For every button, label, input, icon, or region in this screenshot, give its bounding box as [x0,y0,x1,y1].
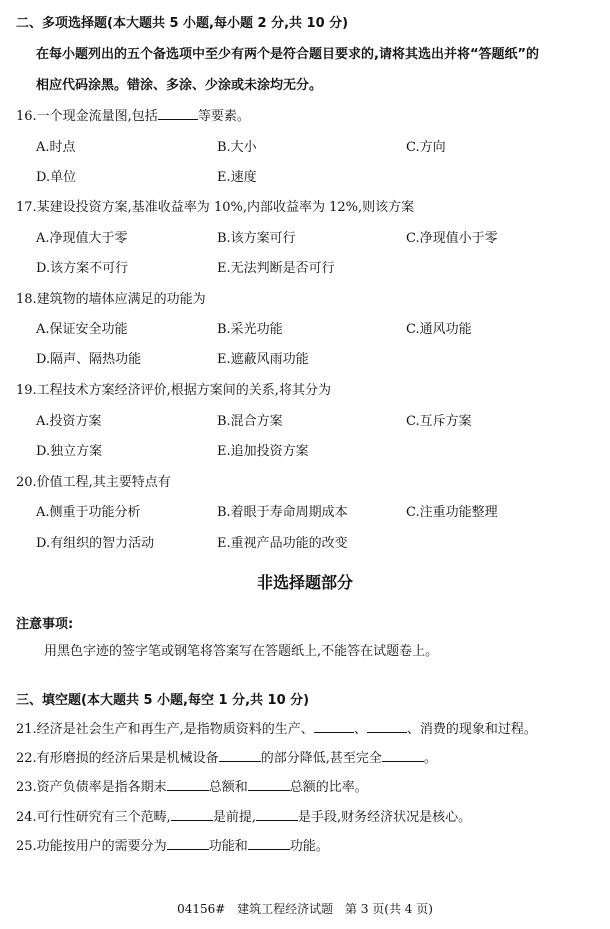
question-17-option-c: C.净现值小于零 [406,231,498,246]
question-17-option-a: A.净现值大于零 [36,231,128,246]
question-18-option-d: D.隔声、隔热功能 [36,352,142,367]
question-16-option-d: D.单位 [36,170,77,185]
question-16-option-c: C.方向 [406,140,446,155]
question-20-option-b: B.着眼于寿命周期成本 [217,505,348,520]
answer-blank [248,778,290,791]
question-16-option-e: E.速度 [217,170,257,185]
question-17-stem: 17.某建设投资方案,基准收益率为 10%,内部收益率为 12%,则该方案 [16,200,415,215]
question-25-text-1: 25.功能按用户的需要分为 [16,839,167,854]
exam-title: 建筑工程经济试题 [237,902,334,916]
answer-blank [219,749,261,762]
answer-blank [256,808,298,821]
section2-title: 二、多项选择题(本大题共 5 小题,每小题 2 分,共 10 分) [16,16,349,31]
question-17-option-e: E.无法判断是否可行 [217,261,335,276]
answer-blank [248,837,290,850]
question-25-text-2: 功能和 [208,839,248,854]
question-21-text-2: 、 [353,722,367,737]
question-18-option-a: A.保证安全功能 [36,322,128,337]
question-22-text-3: 。 [423,751,437,766]
question-21 [16,718,537,737]
question-19-stem: 19.工程技术方案经济评价,根据方案间的关系,将其分为 [16,383,331,398]
question-20-option-a: A.侧重于功能分析 [36,505,141,520]
question-25 [16,835,329,854]
question-21-text-3: 、消费的现象和过程。 [406,722,537,737]
question-20-option-c: C.注重功能整理 [406,505,498,520]
question-21-text-1: 21.经济是社会生产和再生产,是指物质资料的生产、 [16,722,314,737]
question-22-text-2: 的部分降低,甚至完全 [260,751,382,766]
page-footer [0,900,610,917]
answer-blank [367,720,407,733]
exam-code: 04156# [177,902,226,916]
question-17-option-b: B.该方案可行 [217,231,296,246]
notice-label: 注意事项: [16,617,74,632]
question-16-option-b: B.大小 [217,140,257,155]
question-24-text-3: 是手段,财务经济状况是核心。 [297,810,472,825]
notice-text: 用黑色字迹的签字笔或钢笔将答案写在答题纸上,不能答在试题卷上。 [44,644,439,659]
question-23-text-3: 总额的比率。 [289,780,368,795]
part2-title: 非选择题部分 [256,573,353,592]
question-19-option-e: E.追加投资方案 [217,444,309,459]
question-19-option-a: A.投资方案 [36,414,102,429]
answer-blank [382,749,424,762]
question-16-stem [16,105,250,124]
question-24 [16,806,471,825]
question-24-text-1: 24.可行性研究有三个范畴, [16,810,171,825]
question-23-text-2: 总额和 [208,780,248,795]
question-18-option-c: C.通风功能 [406,322,472,337]
question-18-option-e: E.遮蔽风雨功能 [217,352,309,367]
question-23-text-1: 23.资产负债率是指各期末 [16,780,167,795]
answer-blank [171,808,213,821]
question-18-stem: 18.建筑物的墙体应满足的功能为 [16,292,206,307]
question-16-option-a: A.时点 [36,140,76,155]
question-23 [16,776,368,795]
question-16-stem-text: 16.一个现金流量图,包括 [16,109,158,124]
question-19-option-c: C.互斥方案 [406,414,472,429]
question-20-option-e: E.重视产品功能的改变 [217,536,348,551]
question-25-text-3: 功能。 [289,839,329,854]
section2-instructions-line2: 相应代码涂黑。错涂、多涂、少涂或未涂均无分。 [36,78,323,93]
question-19-option-d: D.独立方案 [36,444,103,459]
answer-blank [314,720,354,733]
question-20-option-d: D.有组织的智力活动 [36,536,155,551]
question-17-option-d: D.该方案不可行 [36,261,129,276]
answer-blank [167,837,209,850]
question-22-text-1: 22.有形磨损的经济后果是机械设备 [16,751,219,766]
question-22 [16,747,437,766]
answer-blank [158,107,198,120]
answer-blank [167,778,209,791]
question-19-option-b: B.混合方案 [217,414,283,429]
question-18-option-b: B.采光功能 [217,322,283,337]
page-number: 第 3 页(共 4 页) [345,902,433,916]
section3-title: 三、填空题(本大题共 5 小题,每空 1 分,共 10 分) [16,693,310,708]
question-16-stem-tail: 等要素。 [197,109,250,124]
question-24-text-2: 是前提, [212,810,256,825]
section2-instructions-line1: 在每小题列出的五个备选项中至少有两个是符合题目要求的,请将其选出并将“答题纸”的 [36,47,540,62]
question-20-stem: 20.价值工程,其主要特点有 [16,475,171,490]
